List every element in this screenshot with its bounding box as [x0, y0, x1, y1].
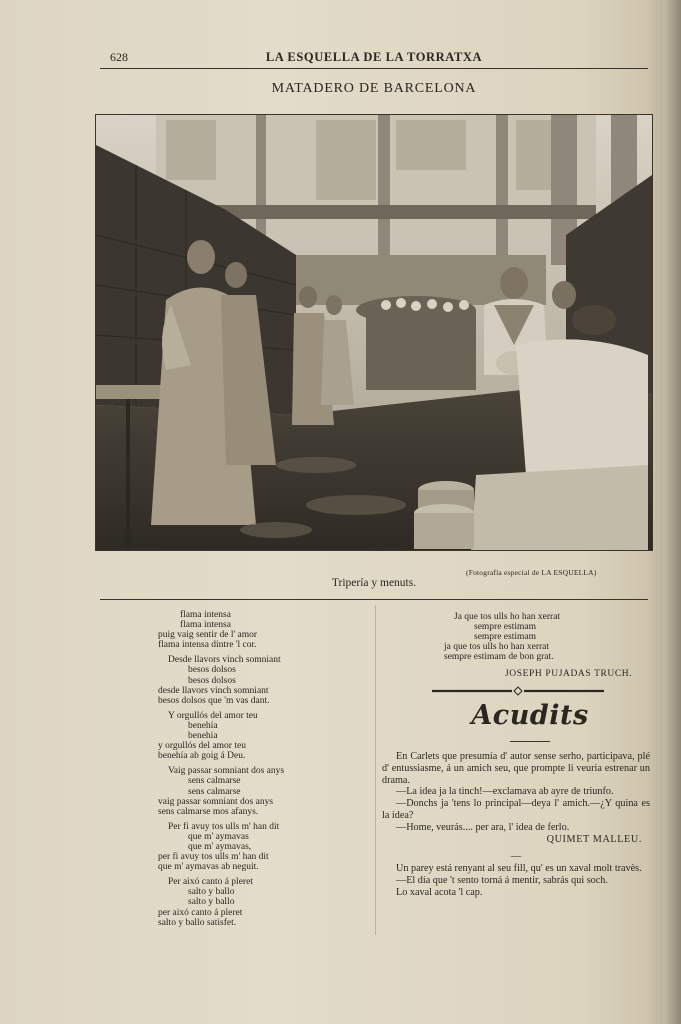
poem-stanza — [150, 822, 370, 872]
slaughterhouse-photo-illustration — [96, 115, 652, 550]
poem-line: benehía ab goig á Deu. — [158, 751, 246, 762]
section-divider — [100, 599, 648, 600]
poem-line: desde llavors vinch somniant — [158, 685, 269, 696]
paragraph: —El día que 't sento torná á mentir, sabrás qui soch. — [396, 874, 608, 886]
paragraph: En Carlets que presumía d' autor sense serho, participava, plé d' entussiasme, á un amich seu, que prompte li veuria estrenar un drama. — [382, 751, 650, 786]
anecdote-separator: — — [510, 851, 522, 863]
photo-credit: (Fotografía especial de LA ESQUELLA) — [466, 568, 597, 577]
paragraph: Un parey está renyant al seu fill, qu' es un xaval molt travès. — [396, 863, 642, 875]
poem-line: flama intensa dintre 'l cor. — [158, 640, 257, 651]
poem-line: que m' aymavas — [188, 831, 249, 842]
photograph — [96, 115, 652, 550]
poem-stanza — [150, 711, 370, 761]
page-header — [100, 48, 648, 69]
poem-line: flama intensa — [180, 620, 231, 631]
poem-line: sempre estimam — [474, 632, 536, 643]
poem-stanza — [150, 655, 370, 705]
poem-line: vaig passar somniant dos anys — [158, 796, 274, 807]
acudits-text — [382, 751, 650, 899]
poem-right-column — [440, 612, 640, 662]
poem-line: besos dolsos que 'm vas dant. — [158, 695, 270, 706]
poem-line: salto y ballo — [188, 887, 235, 898]
poem-line: sens calmarse — [188, 786, 241, 797]
paragraph: Lo xaval acota 'l cap. — [396, 886, 483, 898]
poem-line: que m' aymavas, — [188, 841, 252, 852]
poem-line: salto y ballo — [188, 897, 235, 908]
poem-left-column — [150, 610, 370, 933]
poem-stanza — [150, 877, 370, 927]
poem-line: Per aixó canto á pleret — [168, 877, 253, 888]
poem-line: Ja que tos ulls ho han xerrat — [454, 612, 561, 622]
poem-line: salto y ballo satisfet. — [158, 917, 237, 928]
poem-line: Per fi avuy tos ulls m' han dit — [168, 821, 280, 832]
poem-line: ja que tos ulls ho han xerrat — [444, 642, 550, 653]
heading-rule — [510, 741, 550, 742]
poem-line: benehía — [188, 731, 218, 742]
poem-line: sempre estimam de bon grat. — [444, 652, 554, 663]
poem-line: Vaig passar somniant dos anys — [168, 766, 285, 777]
poem-line: sempre estimam — [474, 622, 536, 633]
photo-title: MATADERO DE BARCELONA — [271, 81, 477, 96]
poem-line: puig vaig sentir de l' amor — [158, 630, 258, 641]
poem-line: Desde llavors vinch somniant — [168, 655, 281, 666]
poem-line: besos dolsos — [188, 665, 236, 676]
paragraph: —Home, veurás.... per ara, l' idea de ferlo. — [396, 821, 570, 833]
paragraph: —La idea ja la tinch!—exclamava ab ayre de triunfo. — [396, 786, 614, 798]
ornament-rule — [432, 686, 604, 696]
running-title: LA ESQUELLA DE LA TORRATXA — [265, 50, 483, 64]
acudits-heading: Acudits — [471, 700, 589, 731]
poem-line: y orgullós del amor teu — [158, 741, 246, 752]
page-number: 628 — [110, 50, 128, 64]
poem-author: JOSEPH PUJADAS TRUCH. — [505, 669, 633, 679]
poem-line: sens calmarse mos afanys. — [158, 806, 259, 817]
anecdote-signature: QUIMET MALLEU. — [546, 833, 642, 845]
poem-line: que m' aymavas ab neguit. — [158, 862, 259, 873]
poem-line: flama intensa — [180, 610, 231, 620]
poem-line: sens calmarse — [188, 776, 241, 787]
photo-caption: Tripería y menuts. — [331, 577, 417, 589]
poem-line: per fi avuy tos ulls m' han dit — [158, 852, 269, 863]
poem-line: benehía — [188, 720, 218, 731]
poem-line: Y orgullós del amor teu — [168, 710, 258, 721]
poem-line: besos dolsos — [188, 675, 236, 686]
paragraph: —Donchs ja 'tens lo principal—deya l' amich.—¿Y quina es la idea? — [382, 798, 650, 821]
poem-stanza — [150, 766, 370, 816]
poem-line: per aixó canto á pleret — [158, 907, 243, 918]
page-spine-shadow — [663, 0, 681, 1024]
poem-stanza — [150, 610, 370, 650]
column-rule — [375, 605, 376, 935]
